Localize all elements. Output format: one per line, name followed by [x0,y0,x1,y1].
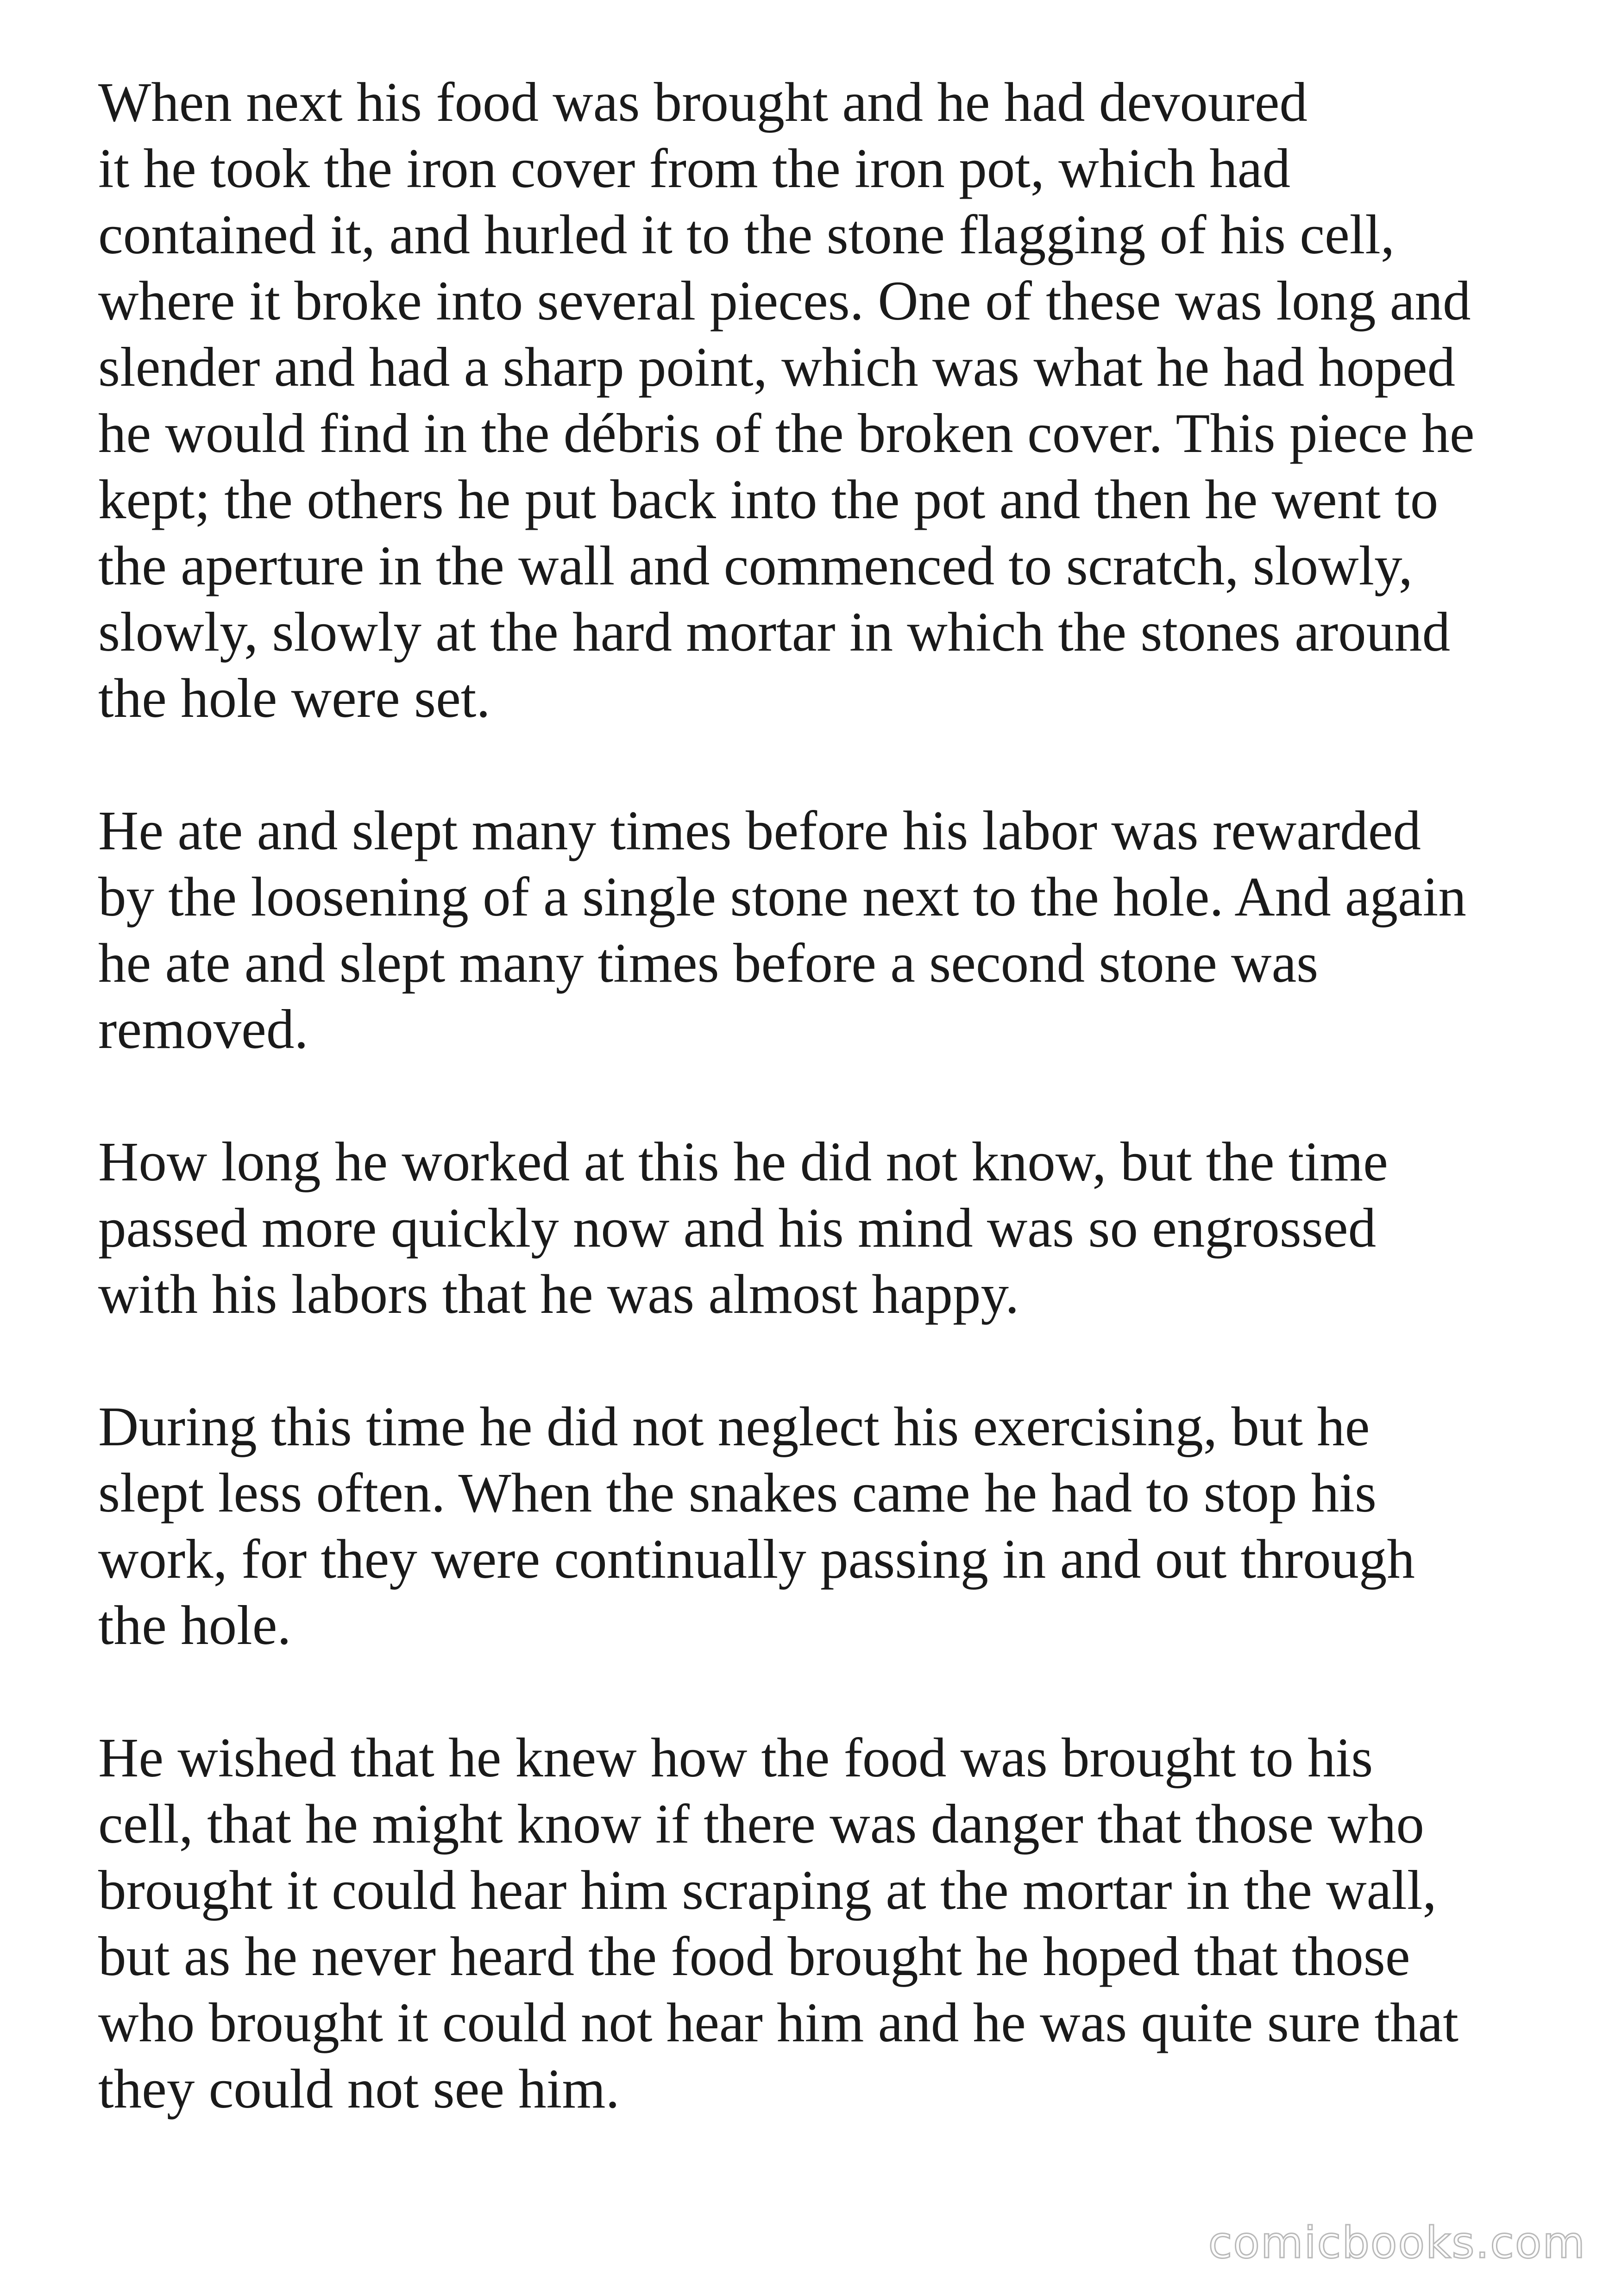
text-line: passed more quickly now and his mind was so engrossed [98,1197,1377,1259]
text-line: When next his food was brought and he had devoured [98,71,1308,133]
text-body [98,69,1553,2189]
text-line: by the loosening of a single stone next to the hole. And again [98,866,1466,928]
text-line: During this time he did not neglect his exercising, but he [98,1396,1370,1458]
text-line: work, for they were continually passing in and out through [98,1528,1415,1590]
paragraph-5 [98,1725,1553,2122]
text-line: they could not see him. [98,2058,620,2120]
text-line: How long he worked at this he did not know, but the time [98,1131,1388,1193]
text-line: cell, that he might know if there was danger that those who [98,1793,1424,1855]
text-line: the hole were set. [98,667,490,729]
text-line: slender and had a sharp point, which was what he had hoped [98,336,1456,398]
text-line: it he took the iron cover from the iron pot, which had [98,138,1290,200]
text-line: brought it could hear him scraping at the mortar in the wall, [98,1859,1437,1921]
text-line: the hole. [98,1594,291,1656]
paragraph-1 [98,69,1553,732]
text-line: slept less often. When the snakes came he had to stop his [98,1462,1377,1524]
text-line: He wished that he knew how the food was brought to his [98,1727,1373,1789]
text-line: who brought it could not hear him and he was quite sure that [98,1992,1459,2054]
text-line: removed. [98,998,308,1060]
paragraph-3 [98,1129,1553,1328]
text-line: where it broke into several pieces. One of these was long and [98,270,1471,332]
watermark: comicbooks.com [1208,2218,1586,2268]
text-line: he ate and slept many times before a second stone was [98,932,1319,994]
text-line: He ate and slept many times before his labor was rewarded [98,800,1421,862]
text-line: kept; the others he put back into the pot and then he went to [98,469,1439,531]
text-line: he would find in the débris of the broken cover. This piece he [98,402,1475,464]
text-line: with his labors that he was almost happy. [98,1263,1019,1325]
paragraph-2 [98,798,1553,1063]
text-line: slowly, slowly at the hard mortar in which the stones around [98,601,1451,663]
text-line: but as he never heard the food brought he hoped that those [98,1926,1410,1988]
text-line: the aperture in the wall and commenced to scratch, slowly, [98,535,1413,597]
paragraph-4 [98,1394,1553,1659]
text-line: contained it, and hurled it to the stone flagging of his cell, [98,204,1395,266]
